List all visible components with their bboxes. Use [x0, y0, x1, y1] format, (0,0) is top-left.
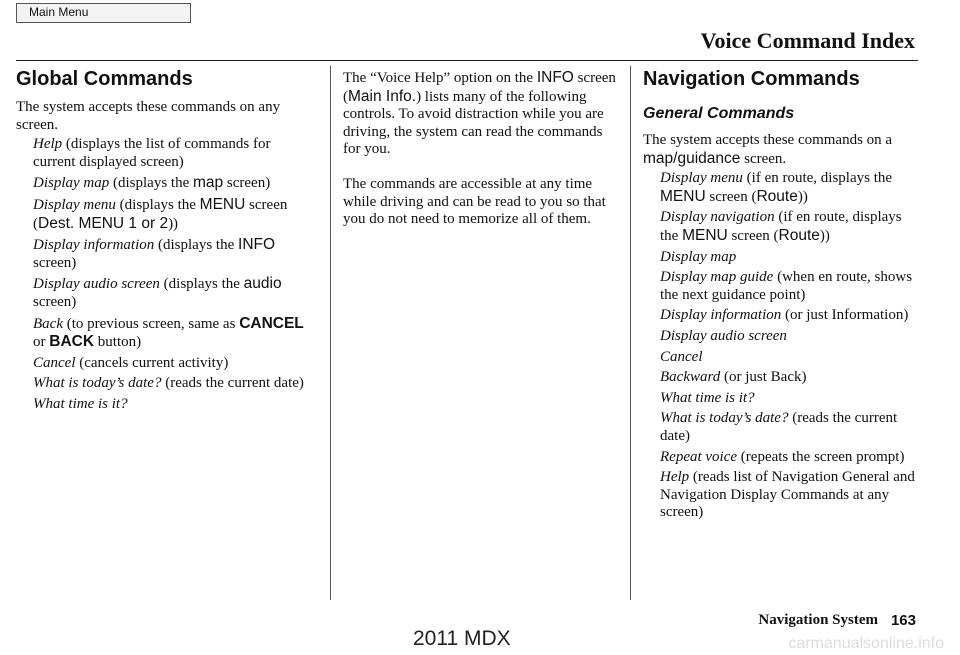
title-divider [16, 60, 918, 61]
command-item [660, 269, 923, 304]
command-item [660, 390, 923, 408]
command-name: Cancel [660, 348, 703, 365]
ui-label: audio [243, 275, 282, 293]
command-name: Display menu [660, 170, 743, 187]
command-desc: (if en route, displays the [660, 209, 902, 244]
command-desc: (repeats the screen prompt) [740, 448, 905, 465]
page-number: 163 [890, 612, 916, 629]
accessibility-paragraph: The commands are accessible at any time while driving and can be read to you so that you do not need to memorize all of them. [343, 175, 606, 228]
command-item [660, 170, 923, 206]
command-name: Display audio screen [33, 276, 160, 293]
ui-label: Route [756, 187, 798, 205]
command-desc: (cancels current activity) [79, 354, 229, 371]
command-desc: (to previous screen, same as [66, 315, 240, 332]
command-desc: (when en route, shows the next guidance point) [660, 269, 913, 303]
paragraph-text: The “Voice Help” option on the [343, 70, 537, 86]
ui-label: Dest. MENU 1 or 2 [38, 214, 169, 232]
command-desc: (displays the [113, 175, 193, 192]
command-name: What is today’s date? [660, 410, 789, 427]
navigation-commands-column [643, 66, 923, 525]
ui-label: MENU [660, 187, 706, 205]
command-name: Display information [33, 237, 155, 254]
command-name: Display map guide [660, 269, 774, 286]
footer-system-label: Navigation System [758, 612, 878, 628]
command-desc: (or just Information) [785, 307, 909, 324]
ui-label: INFO [238, 236, 276, 254]
voice-help-paragraph [343, 69, 623, 159]
command-desc: (reads list of Navigation General and Navigation Display Commands at any screen) [660, 469, 915, 521]
paragraph-text: screen. [740, 150, 787, 167]
global-commands-heading: Global Commands [16, 68, 193, 90]
command-desc: screen) [33, 254, 77, 271]
command-item [660, 209, 923, 245]
command-desc: )) [168, 215, 179, 232]
command-item [660, 349, 923, 367]
ui-label: MENU [199, 195, 246, 213]
command-item [660, 469, 923, 522]
command-desc: (displays the list of commands for current displayed screen) [33, 136, 271, 170]
command-item [33, 396, 316, 414]
column-divider-2 [630, 66, 631, 600]
back-button-label: BACK [49, 333, 95, 351]
command-desc: (if en route, displays the [746, 170, 893, 187]
paragraph-text: screen ( [343, 70, 616, 105]
command-item [33, 236, 316, 272]
command-name: Display map [660, 248, 737, 265]
ui-label: INFO [536, 69, 574, 86]
command-name: Cancel [33, 354, 76, 371]
cancel-button-label: CANCEL [239, 314, 304, 332]
command-item [660, 369, 923, 387]
global-commands-intro: The system accepts these commands on any screen. [16, 99, 281, 133]
command-desc: screen ( [705, 188, 757, 205]
command-desc: (or just Back) [724, 369, 807, 386]
ui-label: Main Info. [348, 87, 417, 105]
column-divider-1 [330, 66, 331, 600]
command-item [660, 328, 923, 346]
command-desc: screen ( [727, 227, 779, 244]
command-name: What is today’s date? [33, 375, 162, 392]
command-item [33, 375, 316, 393]
ui-label: map/guidance [643, 149, 741, 167]
command-name: Display map [33, 175, 110, 192]
command-name: Display menu [33, 196, 116, 213]
command-name: Help [33, 136, 63, 153]
command-name: Display navigation [660, 209, 775, 226]
model-label: 2011 MDX [413, 627, 511, 650]
command-item [660, 410, 923, 445]
command-name: Repeat voice [660, 448, 738, 465]
command-item [33, 355, 316, 373]
paragraph-text: ) lists many of the following controls. To avoid distraction while you are driving, the system can read the commands for you. [343, 88, 604, 158]
command-name: What time is it? [33, 395, 128, 412]
command-item [660, 449, 923, 467]
command-item [33, 136, 316, 171]
main-menu-button[interactable]: Main Menu [16, 3, 191, 23]
command-desc: )) [797, 188, 808, 205]
command-desc: )) [819, 227, 830, 244]
command-name: What time is it? [660, 389, 755, 406]
command-desc: screen) [33, 293, 77, 310]
voice-help-column [343, 69, 623, 229]
navigation-commands-intro [643, 132, 923, 168]
command-desc: (displays the [163, 276, 244, 293]
command-item [660, 307, 923, 325]
global-commands-column [16, 66, 316, 417]
watermark: carmanualsonline.info [788, 635, 944, 652]
ui-label: MENU [682, 226, 728, 244]
paragraph-text: The system accepts these commands on a [643, 132, 893, 148]
command-desc: (reads the current date) [660, 410, 898, 444]
command-desc: (reads the current date) [165, 375, 304, 392]
command-desc: (displays the [158, 237, 239, 254]
command-desc: screen) [223, 175, 271, 192]
command-desc: or [33, 334, 50, 351]
command-item [33, 275, 316, 311]
command-name: Help [660, 469, 690, 486]
command-desc: button) [94, 334, 142, 351]
general-commands-subheading: General Commands [643, 105, 795, 122]
ui-label: map [193, 174, 224, 192]
command-name: Display information [660, 307, 782, 324]
command-item [33, 174, 316, 193]
command-name: Backward [660, 369, 721, 386]
command-desc: (displays the [119, 196, 200, 213]
ui-label: Route [778, 226, 820, 244]
page-title: Voice Command Index [700, 28, 915, 53]
command-item [33, 196, 316, 233]
command-name: Back [33, 315, 63, 332]
command-item [33, 315, 316, 352]
navigation-commands-heading: Navigation Commands [643, 68, 860, 90]
command-desc: screen ( [33, 196, 288, 232]
command-name: Display audio screen [660, 327, 787, 344]
command-item [660, 249, 923, 267]
